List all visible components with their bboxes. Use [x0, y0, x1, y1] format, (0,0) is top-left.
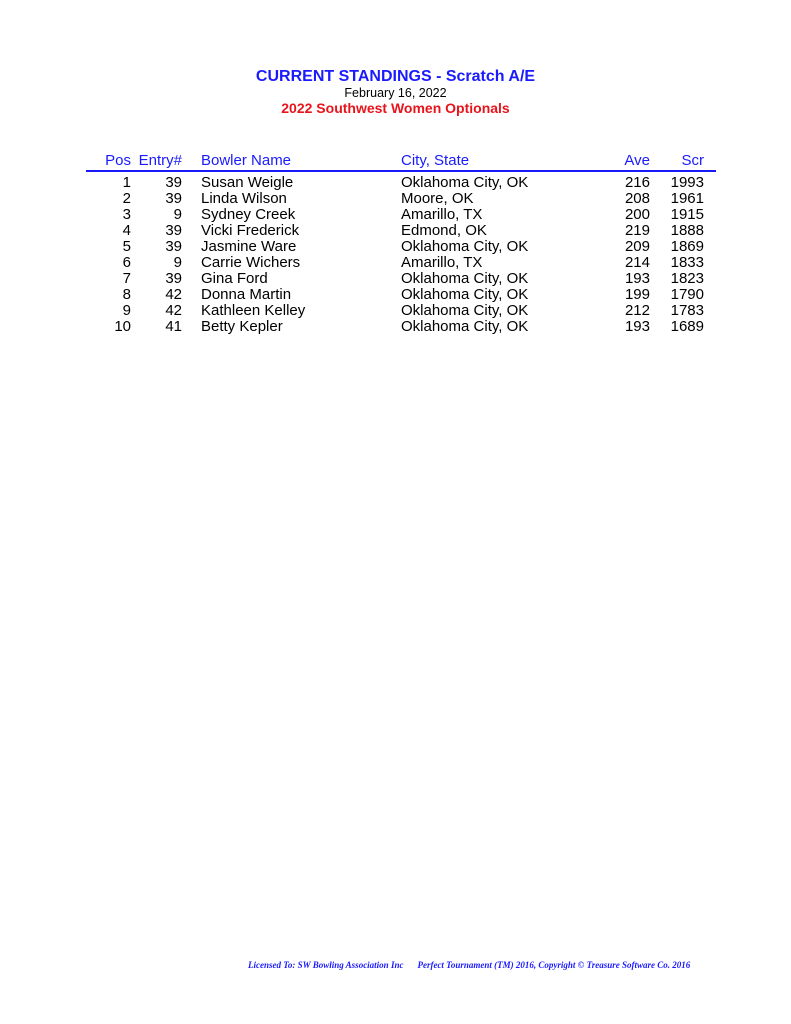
cell-pos: 3 [122, 206, 131, 223]
standings-table [86, 152, 716, 335]
column-header-scr: Scr [681, 152, 704, 169]
cell-name: Betty Kepler [201, 318, 283, 335]
cell-ave: 219 [624, 222, 650, 239]
table-row [86, 239, 716, 255]
table-row [86, 255, 716, 271]
cell-name: Jasmine Ware [201, 238, 297, 255]
column-header-city: City, State [401, 152, 470, 169]
cell-city: Amarillo, TX [401, 254, 483, 271]
cell-entry: 9 [173, 254, 182, 271]
cell-ave: 214 [624, 254, 650, 271]
cell-ave: 209 [624, 238, 650, 255]
cell-pos: 6 [122, 254, 131, 271]
cell-entry: 42 [165, 286, 182, 303]
cell-scr: 1689 [670, 318, 704, 335]
cell-ave: 193 [624, 270, 650, 287]
column-header-name: Bowler Name [201, 152, 292, 169]
cell-entry: 9 [173, 206, 182, 223]
cell-city: Oklahoma City, OK [401, 238, 529, 255]
cell-pos: 1 [122, 174, 131, 191]
report-date: February 16, 2022 [344, 86, 447, 100]
table-row [86, 303, 716, 319]
cell-city: Moore, OK [401, 190, 474, 207]
cell-entry: 41 [165, 318, 182, 335]
cell-name: Linda Wilson [201, 190, 287, 207]
cell-city: Oklahoma City, OK [401, 270, 529, 287]
cell-ave: 193 [624, 318, 650, 335]
cell-name: Susan Weigle [201, 174, 294, 191]
cell-scr: 1993 [670, 174, 704, 191]
cell-entry: 39 [165, 222, 182, 239]
cell-ave: 216 [624, 174, 650, 191]
cell-city: Oklahoma City, OK [401, 318, 529, 335]
table-header [86, 152, 716, 172]
cell-pos: 7 [122, 270, 131, 287]
license-text: Licensed To: SW Bowling Association Inc [248, 960, 404, 970]
cell-city: Oklahoma City, OK [401, 174, 529, 191]
cell-entry: 39 [165, 174, 182, 191]
cell-name: Carrie Wichers [201, 254, 301, 271]
cell-scr: 1888 [670, 222, 704, 239]
cell-pos: 9 [122, 302, 131, 319]
cell-city: Oklahoma City, OK [401, 302, 529, 319]
cell-pos: 10 [114, 318, 131, 335]
cell-city: Amarillo, TX [401, 206, 483, 223]
cell-name: Gina Ford [201, 270, 268, 287]
cell-scr: 1790 [670, 286, 704, 303]
cell-entry: 39 [165, 270, 182, 287]
cell-city: Oklahoma City, OK [401, 286, 529, 303]
column-header-entry: Entry# [138, 152, 182, 169]
cell-ave: 199 [624, 286, 650, 303]
table-row [86, 223, 716, 239]
cell-name: Donna Martin [201, 286, 292, 303]
column-header-pos: Pos [105, 152, 131, 169]
cell-pos: 4 [122, 222, 131, 239]
event-name: 2022 Southwest Women Optionals [281, 100, 510, 116]
cell-entry: 39 [165, 190, 182, 207]
table-row [86, 207, 716, 223]
cell-scr: 1823 [670, 270, 704, 287]
cell-scr: 1915 [670, 206, 704, 223]
cell-pos: 5 [122, 238, 131, 255]
column-header-ave: Ave [624, 152, 650, 169]
table-body [86, 172, 716, 335]
table-row [86, 175, 716, 191]
cell-entry: 42 [165, 302, 182, 319]
cell-entry: 39 [165, 238, 182, 255]
table-row [86, 191, 716, 207]
cell-scr: 1783 [670, 302, 704, 319]
table-row [86, 271, 716, 287]
cell-name: Kathleen Kelley [201, 302, 306, 319]
cell-name: Vicki Frederick [201, 222, 300, 239]
cell-scr: 1833 [670, 254, 704, 271]
cell-ave: 208 [624, 190, 650, 207]
cell-ave: 212 [624, 302, 650, 319]
copyright-text: Perfect Tournament (TM) 2016, Copyright © Treasure Software Co. 2016 [417, 960, 691, 970]
report-title: CURRENT STANDINGS - Scratch A/E [255, 68, 536, 85]
table-row [86, 319, 716, 335]
cell-city: Edmond, OK [401, 222, 487, 239]
table-row [86, 287, 716, 303]
cell-scr: 1961 [670, 190, 704, 207]
cell-name: Sydney Creek [201, 206, 296, 223]
cell-ave: 200 [624, 206, 650, 223]
license-footer [248, 960, 748, 970]
cell-pos: 2 [122, 190, 131, 207]
cell-scr: 1869 [670, 238, 704, 255]
cell-pos: 8 [122, 286, 131, 303]
report-header [0, 68, 791, 117]
